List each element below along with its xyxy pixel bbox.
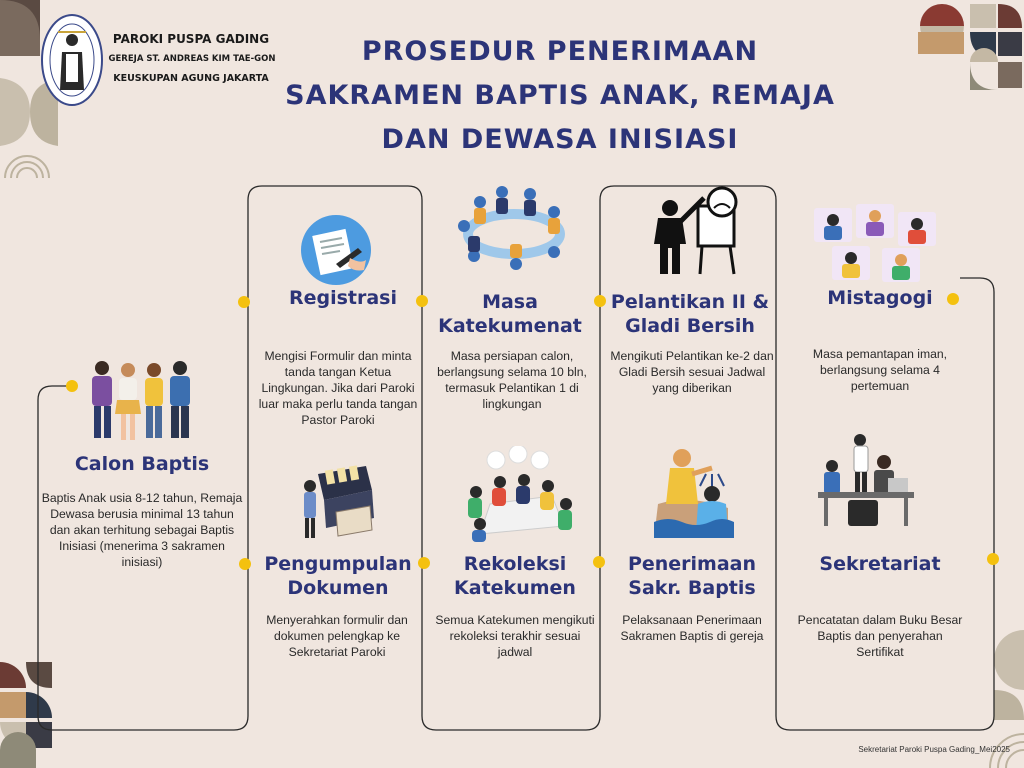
- diocese-name: KEUSKUPAN AGUNG JAKARTA: [113, 73, 269, 84]
- title-line-3: DAN DEWASA INISIASI: [381, 124, 739, 155]
- step-title-sekretariat: Sekretariat: [819, 553, 941, 575]
- step-desc-masa-katekumenat: Masa persiapan calon, berlangsung selama 10 bln, termasuk Pelantikan 1 di lingkungan: [437, 349, 587, 411]
- step-desc-penerimaan-baptis: Pelaksanaan Penerimaan Sakramen Baptis di gereja: [620, 613, 764, 643]
- document-sign-icon: [300, 214, 372, 286]
- title-line-1: PROSEDUR PENERIMAAN: [361, 36, 759, 67]
- church-name: GEREJA ST. ANDREAS KIM TAE-GON: [108, 54, 276, 64]
- step-desc-calon-baptis: Baptis Anak usia 8-12 tahun, Remaja Dewasa berusia minimal 13 tahun dan akan terhitung sebagai Baptis Inisiasi (menerima 3 sakramen inisiasi): [41, 491, 243, 569]
- step-title-calon-baptis: Calon Baptis: [74, 453, 210, 475]
- flow-dot: [987, 553, 999, 565]
- discussion-icon: [460, 446, 578, 542]
- flow-dot: [66, 380, 78, 392]
- step-desc-pengumpulan-dokumen: Menyerahkan formulir dan dokumen pelengkap ke Sekretariat Paroki: [266, 613, 408, 659]
- step-title-masa-katekumenat: Masa Katekumenat: [438, 291, 582, 337]
- step-title-mistagogi: Mistagogi: [827, 287, 933, 309]
- step-title-pelantikan: Pelantikan II & Gladi Bersih: [610, 291, 770, 337]
- flow-dot: [238, 296, 250, 308]
- title-line-2: SAKRAMEN BAPTIS ANAK, REMAJA: [285, 80, 835, 111]
- step-title-rekoleksi-katekumen: Rekoleksi Katekumen: [454, 553, 576, 599]
- footer-credit: Sekretariat Paroki Puspa Gading_Mei2025: [858, 745, 1010, 754]
- online-meeting-icon: [808, 198, 940, 284]
- step-desc-registrasi: Mengisi Formulir dan minta tanda tangan Ketua Lingkungan. Jika dari Paroki luar maka perlu tanda tangan Pastor Paroki: [258, 349, 418, 427]
- group-meeting-icon: [450, 182, 578, 276]
- parish-name: PAROKI PUSPA GADING: [112, 32, 270, 46]
- flow-dot: [593, 556, 605, 568]
- family-icon: [82, 358, 200, 444]
- flow-dot: [418, 557, 430, 569]
- filing-cabinet-icon: [296, 460, 378, 542]
- baptism-icon: [648, 444, 734, 538]
- step-desc-rekoleksi-katekumen: Semua Katekumen mengikuti rekoleksi terakhir sesuai jadwal: [435, 613, 595, 659]
- step-desc-sekretariat: Pencatatan dalam Buku Besar Baptis dan penyerahan Sertifikat: [797, 613, 963, 659]
- step-desc-pelantikan: Mengikuti Pelantikan ke-2 dan Gladi Bersih sesuai Jadwal yang diberikan: [610, 349, 774, 395]
- flow-dot: [594, 295, 606, 307]
- presentation-icon: [650, 184, 750, 278]
- step-title-penerimaan-baptis: Penerimaan Sakr. Baptis: [627, 553, 757, 599]
- step-title-pengumpulan-dokumen: Pengumpulan Dokumen: [264, 553, 412, 599]
- office-icon: [818, 430, 914, 528]
- step-title-registrasi: Registrasi: [288, 287, 398, 309]
- step-desc-mistagogi: Masa pemantapan iman, berlangsung selama 4 pertemuan: [812, 347, 948, 393]
